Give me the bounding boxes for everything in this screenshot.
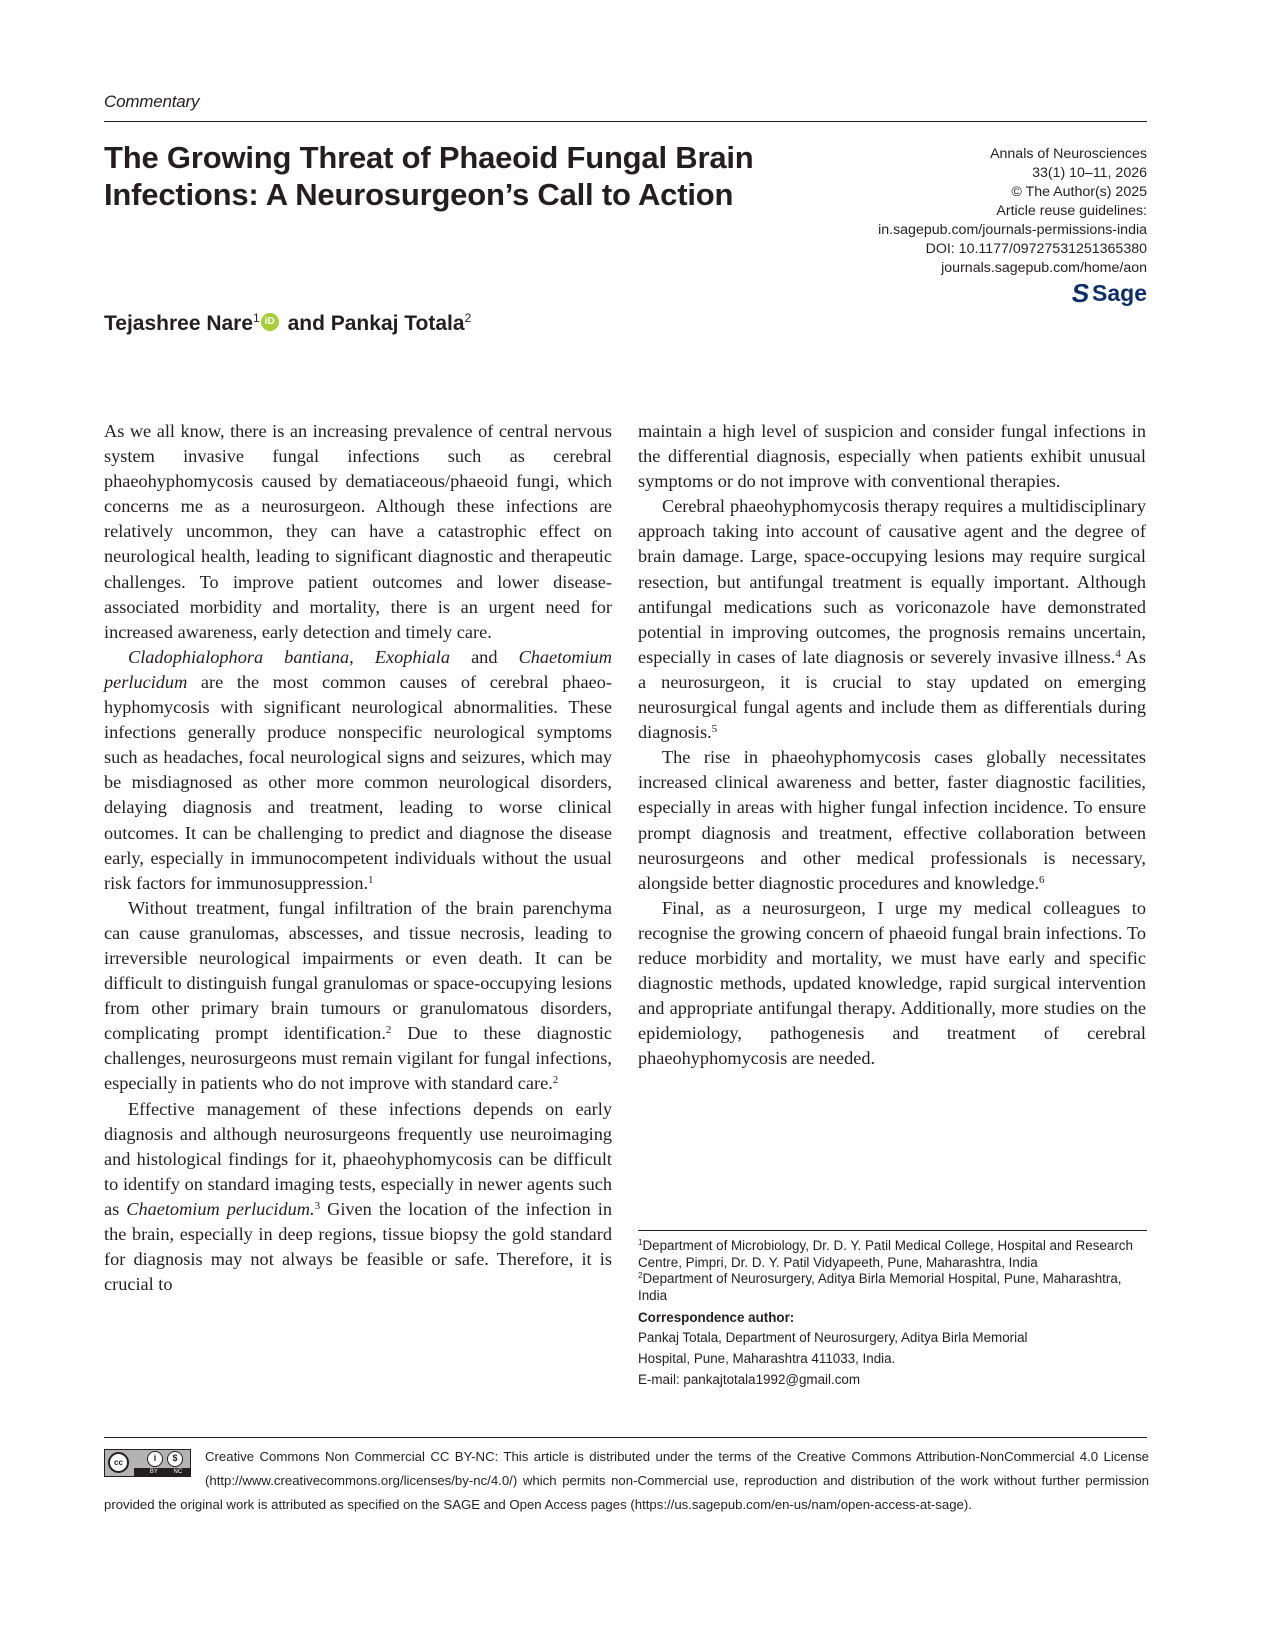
citation-marker[interactable]: 6 [1039, 873, 1045, 886]
affiliation-marker: 2 [464, 311, 472, 325]
cc-icon: cc [108, 1452, 129, 1473]
text: Effective management of these infections depends on early diagnosis and although neurosurgeons frequently use neuroimaging and histological findings for it, phaeohyphomycosis can be difficult to identify on standard imaging tests, especially in newer agents such as [104, 1098, 612, 1219]
license-text: Creative Commons Non Commercial CC BY-NC: This article is distributed under the terms of the Creative Commons Attribution-NonCommercial 4.0 License (http://www.creativecommons.org/licenses/by-nc/4.0/) which permits non-Commercial use, reproduction and distribution of the work without further permission provided the original work is attributed as specified on the SAGE and Open Access pages (https://us.sagepub.com/en-us/nam/open-access-at-sage). [104, 1449, 1149, 1512]
author-name: Pankaj Totala [330, 312, 465, 335]
noncommercial-icon: $ [167, 1451, 183, 1467]
citation-marker[interactable]: 4 [1115, 647, 1121, 660]
citation-marker[interactable]: 2 [385, 1024, 392, 1037]
paragraph: Final, as a neurosurgeon, I urge my medical colleagues to recognise the growing concern of phaeoid fungal brain infections. To reduce morbidity and mortality, we must have early and specific diagnostic methods, updated knowledge, rapid surgical intervention and appropriate antifungal therapy. Additionally, more studies on the epidemiology, pathogenesis and treatment of cerebral phaeohyphomycosis are needed. [638, 897, 1146, 1069]
license-rule [104, 1437, 1147, 1438]
doi-link[interactable]: DOI: 10.1177/09727531251365380 [925, 241, 1147, 257]
footnotes [638, 1238, 1150, 1390]
text: Given the location of the infection in the brain, especially in deep regions, tissue biopsy the gold standard for diagnosis may not always be feasible or safe. Therefore, it is crucial to [104, 1198, 612, 1295]
paragraph [104, 896, 612, 1097]
attribution-icon: i [147, 1451, 163, 1467]
journal-homepage-link[interactable]: journals.sagepub.com/home/aon [941, 260, 1147, 276]
text: Cerebral phaeohyphomycosis therapy requires a multidisciplinary approach taking into account of causative agent and the degree of brain damage. Large, space-occupying lesions may require surgical resection, but antifungal treatment is equally important. Although antifungal medications such as voriconazole have demonstrated potential in improving outcomes, the prognosis remains uncertain, especially in cases of late diagnosis or severely invasive illness. [638, 496, 1146, 667]
sage-logo-text: Sage [1092, 280, 1147, 306]
correspondence-email[interactable]: E-mail: pankajtotala1992@gmail.com [638, 1371, 860, 1387]
text: Without treatment, fungal infiltration of the brain parenchyma can cause granulomas, abscesses, and tissue necrosis, leading to irreversible neurological impairments or even death. It can be difficult to distinguish fungal granulomas or space-occupying lesions from other primary brain tumours or granulomatous disorders, complicating prompt identification. [104, 897, 612, 1044]
citation-marker[interactable]: 5 [711, 723, 718, 736]
copyright: © The Author(s) 2025 [1011, 184, 1147, 200]
affiliation-2 [638, 1271, 1150, 1304]
text: are the most common causes of cerebral phaeohyphomycosis with significant neurological abnormalities. These infections generally produce nonspecific neurological symptoms such as headaches, focal neurological signs and seizures, which may be misdiagnosed as other more common neurological disorders, delaying diagnosis and treatment, leading to worse clinical outcomes. It can be challenging to predict and diagnose the disease early, especially in immunocompetent individuals without the usual risk factors for immunosuppression. [104, 671, 612, 893]
article-title: The Growing Threat of Phaeoid Fungal Brain Infections: A Neurosurgeon’s Call to Action [104, 140, 754, 212]
reuse-label: Article reuse guidelines: [996, 203, 1147, 219]
sage-s-icon: S [1069, 278, 1092, 308]
citation-marker[interactable]: 3 [314, 1199, 321, 1212]
paragraph: maintain a high level of suspicion and consider fungal infections in the differential diagnosis, especially when patients exhibit unusual symptoms or do not improve with conventional therapies. [638, 421, 1146, 492]
paragraph [638, 745, 1146, 896]
orcid-icon[interactable]: iD [261, 313, 279, 331]
header-rule [104, 121, 1147, 122]
text: As a neurosurgeon, it is crucial to stay updated on emerging neurosurgical fungal agents and include them as differentials during diagnosis. [638, 646, 1146, 743]
citation-marker[interactable]: 2 [552, 1074, 559, 1087]
affiliation-text: Department of Neurosurgery, Aditya Birla Memorial Hospital, Pune, Maharashtra, India [638, 1271, 1122, 1303]
reuse-link[interactable]: in.sagepub.com/journals-permissions-india [878, 222, 1147, 238]
species-name: Chaetomium perlucidum [104, 646, 612, 692]
text: and [449, 646, 519, 667]
license-notice [104, 1445, 1149, 1517]
by-label: BY [149, 1469, 158, 1475]
affiliation-marker: 1 [253, 311, 260, 325]
journal-meta [878, 145, 1147, 278]
text: The rise in phaeohyphomycosis cases globally necessitates increased clinical awareness and better, faster diagnostic facilities, especially in areas with higher fungal infection incidence. To ensure prompt diagnosis and treatment, effective collaboration between neurosurgeons and other medical professionals is necessary, alongside better diagnostic procedures and knowledge. [638, 747, 1146, 893]
correspondence-line: Hospital, Pune, Maharashtra 411033, India. [638, 1350, 896, 1366]
paragraph: As we all know, there is an increasing prevalence of central nervous system invasive fungal infections such as cerebral phaeohyphomycosis caused by dematiaceous/phaeoid fungi, which concerns me as a neurosurgeon. Although these infections are relatively uncommon, they can have a catastrophic effect on neurological health, leading to significant diagnostic and therapeutic challenges. To improve patient outcomes and lower disease-associated morbidity and mortality, there is an urgent need for increased awareness, early detection and timely care. [104, 421, 612, 642]
body-column-left [104, 419, 612, 1297]
paragraph [104, 645, 612, 896]
cc-by-nc-badge-icon[interactable] [104, 1449, 191, 1477]
sage-logo [1069, 278, 1147, 309]
citation-marker[interactable]: 1 [368, 873, 374, 886]
badge-band [134, 1468, 190, 1476]
author-line [104, 311, 471, 336]
affiliation-text: Department of Microbiology, Dr. D. Y. Patil Medical College, Hospital and Research Centre, Pimpri, Dr. D. Y. Patil Vidyapeeth, Pune, Maharashtra, India [638, 1238, 1133, 1270]
species-name: Chaetomium perlucidum. [126, 1198, 315, 1219]
text: Due to these diagnostic challenges, neurosurgeons must remain vigilant for fungal infections, especially in patients who do not improve with standard care. [104, 1023, 612, 1094]
correspondence-line: Pankaj Totala, Department of Neurosurgery, Aditya Birla Memorial [638, 1329, 1028, 1345]
nc-label: NC [173, 1469, 183, 1475]
author-name: Tejashree Nare [104, 312, 254, 335]
section-label: Commentary [104, 92, 200, 111]
species-name: Cladophialophora bantiana, Exophiala [128, 646, 450, 667]
paragraph [638, 494, 1146, 745]
affiliation-marker: 2 [638, 1271, 643, 1280]
footnote-rule [638, 1230, 1147, 1231]
paragraph [104, 1097, 612, 1298]
author-connector: and [287, 312, 325, 335]
body-column-right [638, 419, 1146, 1071]
affiliation-1 [638, 1238, 1150, 1271]
affiliation-marker: 1 [638, 1238, 643, 1247]
journal-name: Annals of Neurosciences [990, 146, 1147, 162]
correspondence-heading: Correspondence author: [638, 1310, 795, 1325]
volume-pages: 33(1) 10–11, 2026 [1032, 165, 1147, 181]
